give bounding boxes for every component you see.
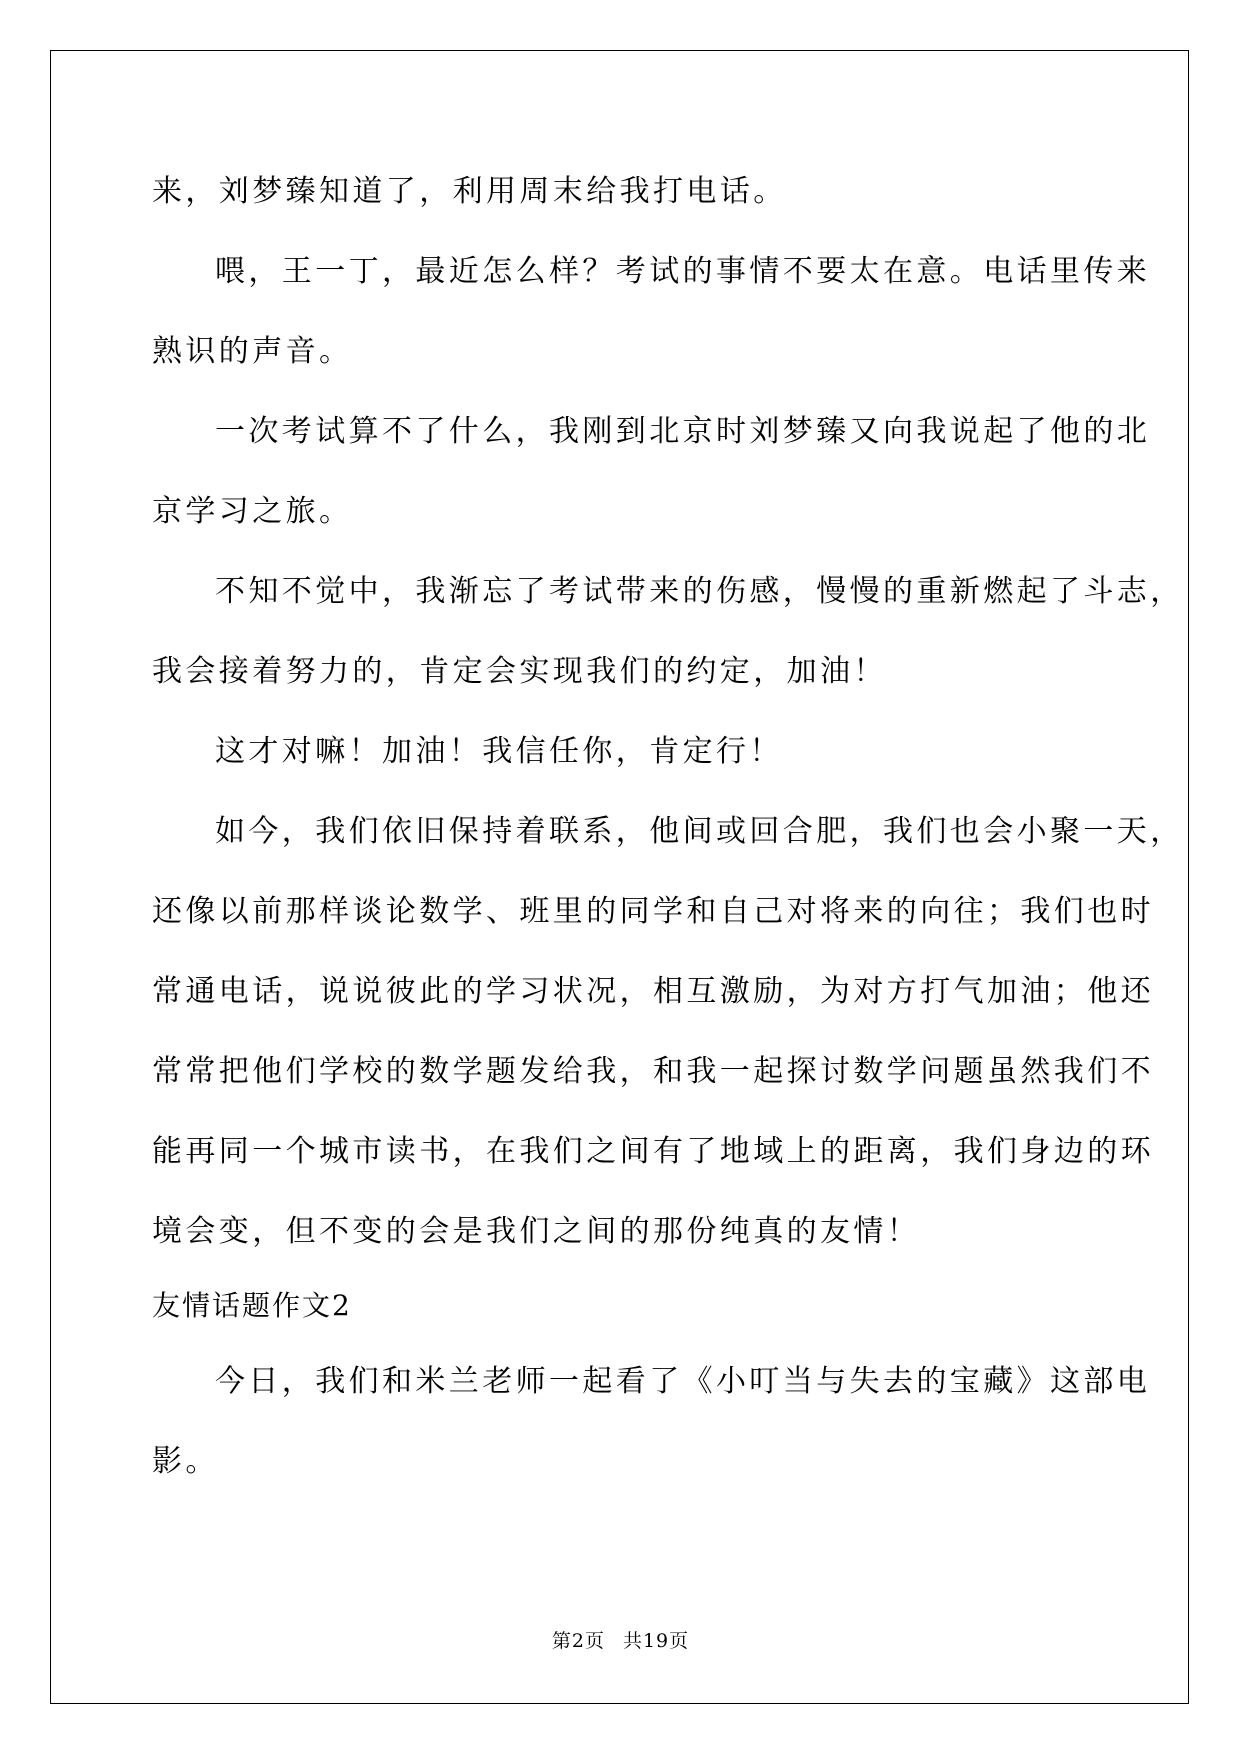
page-footer — [0, 1629, 1241, 1653]
paragraph-line: 京学习之旅。 — [152, 494, 353, 529]
paragraph-line: 熟识的声音。 — [152, 334, 353, 369]
paragraph-line: 不知不觉中，我渐忘了考试带来的伤感，慢慢的重新燃起了斗志， — [215, 574, 1184, 609]
page-total: 共19页 — [622, 1630, 690, 1652]
paragraph-line: 今日，我们和米兰老师一起看了《小叮当与失去的宝藏》这部电 — [215, 1364, 1151, 1399]
paragraph-line: 喂，王一丁，最近怎么样？考试的事情不要太在意。电话里传来 — [215, 254, 1151, 289]
paragraph-line: 我会接着努力的，肯定会实现我们的约定，加油！ — [152, 654, 887, 689]
paragraph-line: 如今，我们依旧保持着联系，他间或回合肥，我们也会小聚一天， — [215, 814, 1184, 849]
paragraph-line: 常常把他们学校的数学题发给我，和我一起探讨数学问题虽然我们不 — [152, 1054, 1154, 1089]
paragraph-line: 这才对嘛！加油！我信任你，肯定行！ — [215, 734, 783, 769]
paragraph-line: 境会变，但不变的会是我们之间的那份纯真的友情！ — [152, 1214, 921, 1249]
paragraph-line: 还像以前那样谈论数学、班里的同学和自己对将来的向往；我们也时 — [152, 894, 1154, 929]
paragraph-line: 常通电话，说说彼此的学习状况，相互激励，为对方打气加油；他还 — [152, 974, 1154, 1009]
paragraph-line: 来，刘梦臻知道了，利用周末给我打电话。 — [152, 174, 787, 209]
paragraph-line: 能再同一个城市读书，在我们之间有了地域上的距离，我们身边的环 — [152, 1134, 1154, 1169]
page-border — [50, 50, 1189, 1704]
page-number: 第2页 — [551, 1630, 605, 1652]
paragraph-line: 影。 — [152, 1444, 219, 1479]
paragraph-line: 一次考试算不了什么，我刚到北京时刘梦臻又向我说起了他的北 — [215, 414, 1151, 449]
section-title: 友情话题作文2 — [152, 1289, 352, 1322]
